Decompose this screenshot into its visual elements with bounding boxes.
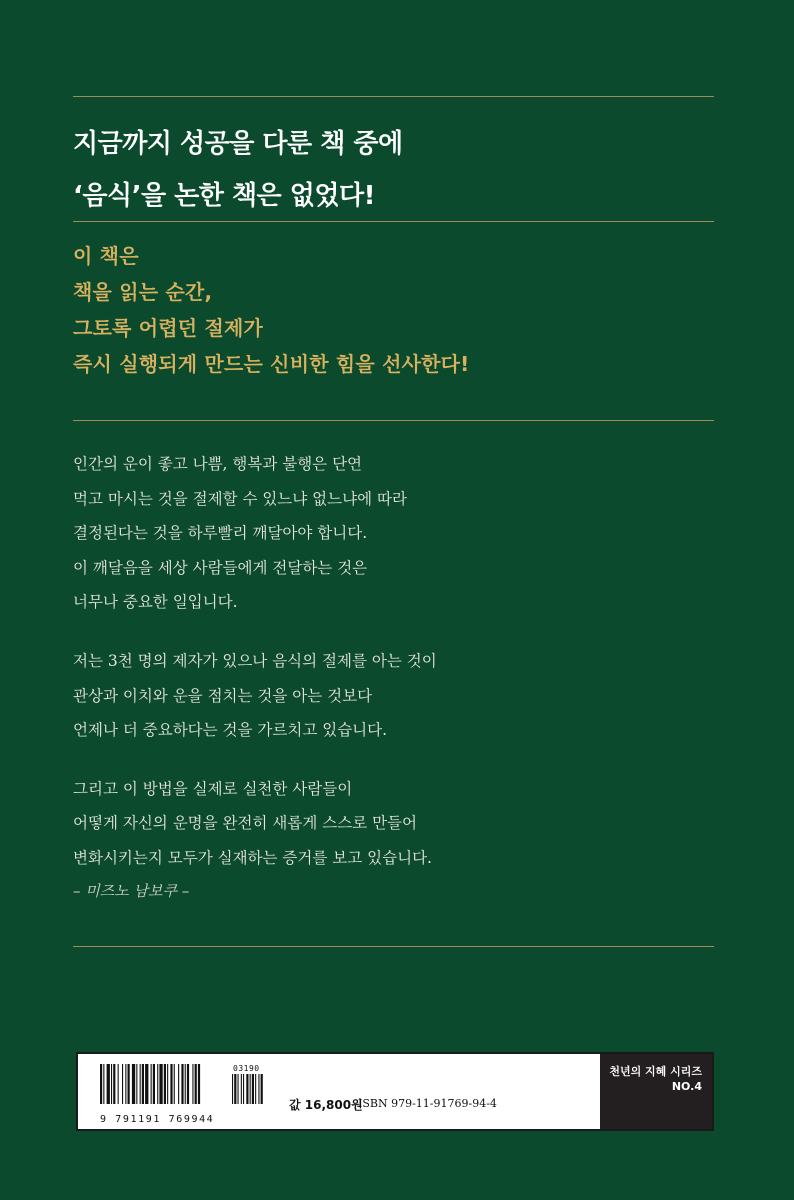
body-line: 먹고 마시는 것을 절제할 수 있느냐 없느냐에 따라 [73, 489, 407, 508]
author-signature: – 미즈노 남보쿠 – [73, 882, 190, 900]
barcode-bar [100, 1064, 102, 1104]
barcode-bar [187, 1064, 189, 1104]
barcode-addon-bar [252, 1074, 254, 1104]
body-line: 이 깨달음을 세상 사람들에게 전달하는 것은 [73, 558, 368, 577]
body-paragraph-3 [73, 772, 437, 876]
barcode-addon-bar [246, 1074, 248, 1104]
quote-divider [73, 420, 714, 421]
barcode-bar [118, 1064, 119, 1104]
body-line: 저는 3천 명의 제자가 있으나 음식의 절제를 아는 것이 [73, 651, 437, 670]
barcode-bar [122, 1064, 123, 1104]
headline [73, 118, 403, 222]
quote-line: 이 책은 [73, 244, 139, 268]
barcode-addon-bar [255, 1074, 256, 1104]
body-line: 너무나 중요한 일입니다. [73, 593, 238, 612]
barcode-addon-bar [261, 1074, 263, 1104]
body-line: 그리고 이 방법을 실제로 실천한 사람들이 [73, 779, 353, 798]
barcode-addon-bar [234, 1074, 236, 1104]
barcode-bar [195, 1064, 197, 1104]
price: 값 16,800원 [289, 1098, 363, 1112]
barcode-bar [151, 1064, 152, 1104]
quote-line: 책을 읽는 순간, [73, 280, 213, 304]
quote-line: 그토록 어렵던 절제가 [73, 316, 264, 340]
body-line: 결정된다는 것을 하루빨리 깨달아야 합니다. [73, 524, 368, 543]
body-text [73, 447, 437, 900]
barcode-bar [159, 1064, 162, 1104]
headline-divider [73, 221, 714, 222]
barcode-bar [140, 1064, 141, 1104]
body-paragraph-1 [73, 447, 437, 620]
barcode-bar [185, 1064, 186, 1104]
series-title: 천년의 지혜 시리즈 [609, 1065, 702, 1078]
barcode-addon-bar [258, 1074, 259, 1104]
barcode-bar [198, 1064, 200, 1104]
barcode-bar [157, 1064, 158, 1104]
body-line: 인간의 운이 좋고 나쁨, 행복과 불행은 단연 [73, 455, 363, 473]
body-line: 관상과 이치와 운을 점치는 것을 아는 것보다 [73, 686, 373, 705]
barcode-addon-bar [238, 1074, 239, 1104]
barcode-bar [132, 1064, 135, 1104]
isbn: ISBN 979-11-91769-94-4 [358, 1097, 497, 1110]
body-line: 언제나 더 중요하다는 것을 가르치고 있습니다. [73, 721, 388, 740]
barcode-number: 9 791191 769944 [100, 1114, 215, 1125]
highlight-quote [73, 238, 470, 382]
barcode-bar [145, 1064, 148, 1104]
bottom-divider [73, 946, 714, 947]
barcode-bar [178, 1064, 179, 1104]
barcode-bar [164, 1064, 166, 1104]
barcode-bar [128, 1064, 130, 1104]
body-paragraph-2 [73, 644, 437, 748]
barcode-bar [170, 1064, 172, 1104]
barcode-bar [136, 1064, 137, 1104]
barcode-bar [103, 1064, 104, 1104]
barcode-bar [125, 1064, 126, 1104]
barcode-addon-number: 03190 [233, 1064, 260, 1073]
barcode [94, 1064, 270, 1126]
quote-line: 즉시 실행되게 만드는 신비한 힘을 선사한다! [73, 352, 470, 376]
barcode-box [76, 1052, 714, 1131]
barcode-addon-bar [250, 1074, 251, 1104]
barcode-bar [174, 1064, 175, 1104]
body-line: 변화시키는지 모두가 실재하는 증거를 보고 있습니다. [73, 848, 432, 867]
barcode-addon-bar [243, 1074, 244, 1104]
barcode-bar [113, 1064, 115, 1104]
top-divider [73, 96, 714, 97]
barcode-addon-bar [241, 1074, 242, 1104]
barcode-addon-bar [232, 1074, 233, 1104]
body-line: 어떻게 자신의 운명을 완전히 새롭게 스스로 만들어 [73, 814, 417, 833]
barcode-bar [192, 1064, 193, 1104]
series-badge [600, 1054, 712, 1129]
barcode-bar [111, 1064, 112, 1104]
series-number: NO.4 [671, 1080, 702, 1093]
barcode-bar [181, 1064, 183, 1104]
barcode-bar [167, 1064, 168, 1104]
barcode-bar [107, 1064, 110, 1104]
headline-line-2: ‘음식’을 논한 책은 없었다! [73, 181, 375, 211]
headline-line-1: 지금까지 성공을 다룬 책 중에 [73, 129, 403, 159]
barcode-bar [153, 1064, 155, 1104]
barcode-bar [142, 1064, 144, 1104]
